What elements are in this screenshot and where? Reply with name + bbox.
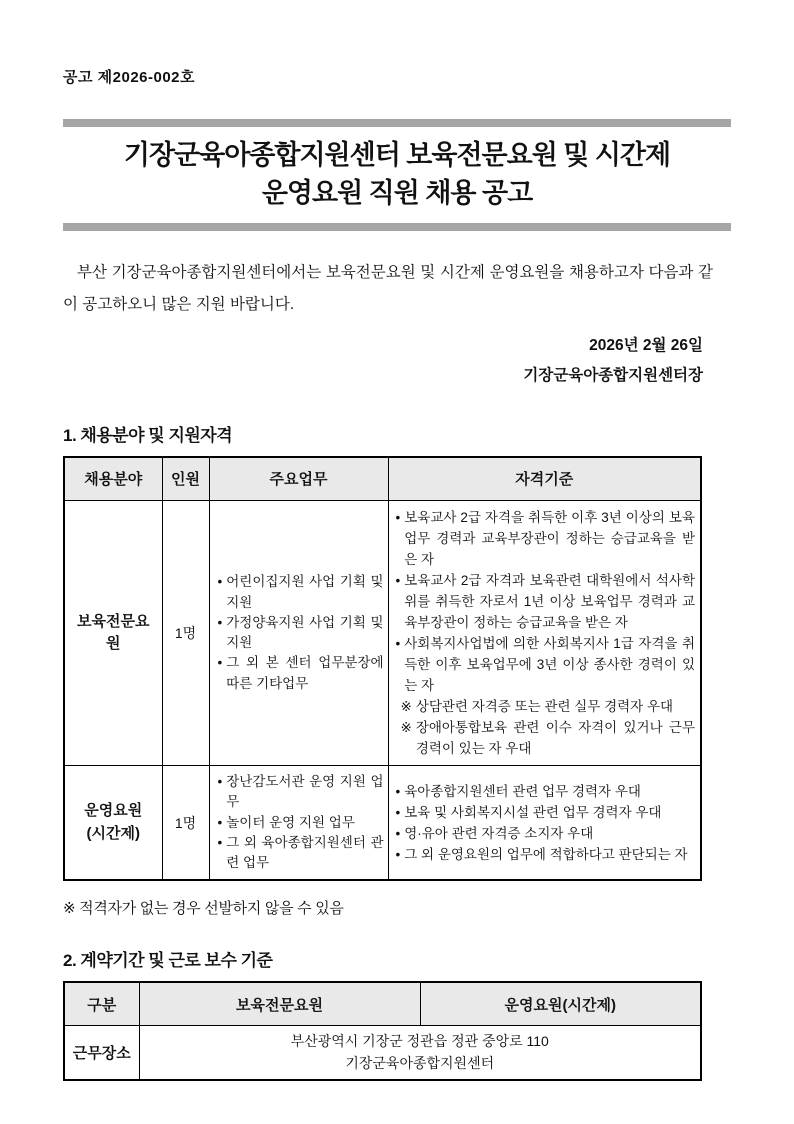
table-row	[64, 501, 701, 766]
bullet-text: 보육교사 2급 자격과 보육관련 대학원에서 석사학위를 취득한 자로서 1년 이상 보육업무 경력과 교육부장관이 정하는 승급교육을 받은 자	[404, 573, 695, 631]
col-header-headcount: 인원	[162, 457, 209, 501]
recruitment-table	[63, 456, 702, 882]
bullet-text: 영·유아 관련 자격증 소지자 우대	[404, 825, 594, 841]
bullet-text: 가정양육지원 사업 기획 및 지원	[226, 614, 384, 651]
qualifications-cell	[388, 501, 701, 766]
title-line-2: 운영요원 직원 채용 공고	[261, 177, 533, 208]
list-item	[396, 507, 696, 570]
document-date: 2026년 2월 26일	[589, 336, 703, 354]
table-row	[64, 766, 701, 881]
bullet-marker: •	[395, 636, 401, 652]
table-row	[64, 1025, 701, 1079]
bullet-text: 보육 및 사회복지시설 관련 업무 경력자 우대	[404, 804, 662, 820]
bullet-text: 어린이집지원 사업 기획 및 지원	[226, 574, 384, 610]
bullet-text: 사회복지사업법에 의한 사회복지사 1급 자격을 취득한 이후 보육업무에 3년 이상 종사한 경력이 있는 자	[404, 636, 695, 694]
list-item	[396, 633, 696, 696]
bullet-text: 장애아통합보육 관련 이수 자격이 있거나 근무 경력이 있는 자 우대	[415, 720, 695, 757]
list-item	[396, 570, 696, 633]
bullet-text: 상담관련 자격증 또는 관련 실무 경력자 우대	[415, 699, 674, 715]
bullet-marker: •	[395, 846, 401, 862]
bullet-marker: •	[217, 774, 223, 790]
duties-cell	[209, 766, 388, 881]
reference-marker: ※	[400, 720, 412, 736]
announcement-number: 공고 제2026-002호	[63, 69, 196, 86]
document-content	[63, 66, 731, 1081]
workplace-value	[139, 1025, 701, 1079]
headcount: 1명	[162, 766, 209, 881]
section2-heading: 2. 계약기간 및 근로 보수 기준	[63, 951, 273, 971]
bullet-text: 그 외 육아종합지원센터 관련 업무	[226, 834, 384, 871]
bullet-text: 장난감도서관 운영 지원 업무	[226, 774, 384, 810]
list-item	[218, 813, 384, 833]
bullet-marker: •	[217, 814, 223, 830]
col-header-field: 채용분야	[64, 457, 162, 501]
bullet-text: 그 외 본 센터 업무분장에 따른 기타업무	[226, 655, 384, 691]
list-item	[401, 696, 696, 717]
col-header-specialist: 보육전문요원	[139, 982, 420, 1025]
col-header-category: 구분	[64, 982, 139, 1025]
bullet-marker: •	[395, 804, 401, 820]
list-item	[218, 653, 384, 694]
document-signer: 기장군육아종합지원센터장	[523, 366, 703, 384]
list-item	[218, 613, 384, 654]
headcount: 1명	[162, 501, 209, 766]
workplace-address: 부산광역시 기장군 정관읍 정관 중앙로 110	[290, 1032, 549, 1049]
conditions-table	[63, 981, 702, 1080]
selection-note: ※ 적격자가 없는 경우 선발하지 않을 수 있음	[63, 900, 344, 918]
title-divider-bottom	[63, 223, 731, 231]
reference-marker: ※	[400, 699, 412, 715]
list-item	[396, 844, 696, 865]
field-name-line-1: 운영요원	[84, 802, 143, 820]
field-name-line-2: (시간제)	[86, 824, 140, 842]
title-divider-top	[63, 119, 731, 127]
col-header-operator: 운영요원(시간제)	[420, 982, 701, 1025]
col-header-duties: 주요업무	[209, 457, 388, 501]
list-item	[218, 572, 384, 613]
duties-cell	[209, 501, 388, 766]
list-item	[401, 717, 696, 759]
bullet-marker: •	[217, 574, 223, 590]
list-item	[396, 781, 696, 802]
field-name	[64, 766, 162, 881]
conditions-table-header-row	[64, 982, 701, 1025]
list-item	[218, 833, 384, 874]
bullet-marker: •	[217, 614, 223, 630]
intro-paragraph: 부산 기장군육아종합지원센터에서는 보육전문요원 및 시간제 운영요원을 채용하고자 다음과 같이 공고하오니 많은 지원 바랍니다.	[63, 263, 713, 313]
bullet-text: 그 외 운영요원의 업무에 적합하다고 판단되는 자	[404, 846, 688, 862]
bullet-marker: •	[395, 783, 401, 799]
workplace-name: 기장군육아종합지원센터	[345, 1055, 495, 1072]
qualifications-cell	[388, 766, 701, 881]
col-header-qualifications: 자격기준	[388, 457, 701, 501]
bullet-marker: •	[395, 573, 401, 589]
document-title	[63, 137, 731, 213]
bullet-marker: •	[395, 510, 401, 526]
bullet-text: 보육교사 2급 자격을 취득한 이후 3년 이상의 보육업무 경력과 교육부장관이 정하는 승급교육을 받은 자	[404, 510, 695, 568]
bullet-text: 육아종합지원센터 관련 업무 경력자 우대	[404, 783, 641, 799]
row-label-workplace: 근무장소	[64, 1025, 139, 1079]
title-line-1: 기장군육아종합지원센터 보육전문요원 및 시간제	[123, 140, 671, 170]
field-name: 보육전문요원	[64, 501, 162, 766]
recruitment-table-header-row	[64, 457, 701, 501]
bullet-marker: •	[395, 825, 401, 841]
bullet-marker: •	[217, 834, 223, 850]
list-item	[396, 823, 696, 844]
bullet-text: 놀이터 운영 지원 업무	[226, 814, 355, 830]
list-item	[218, 772, 384, 813]
section1-heading: 1. 채용분야 및 지원자격	[63, 425, 233, 445]
list-item	[396, 802, 696, 823]
bullet-marker: •	[217, 655, 223, 671]
